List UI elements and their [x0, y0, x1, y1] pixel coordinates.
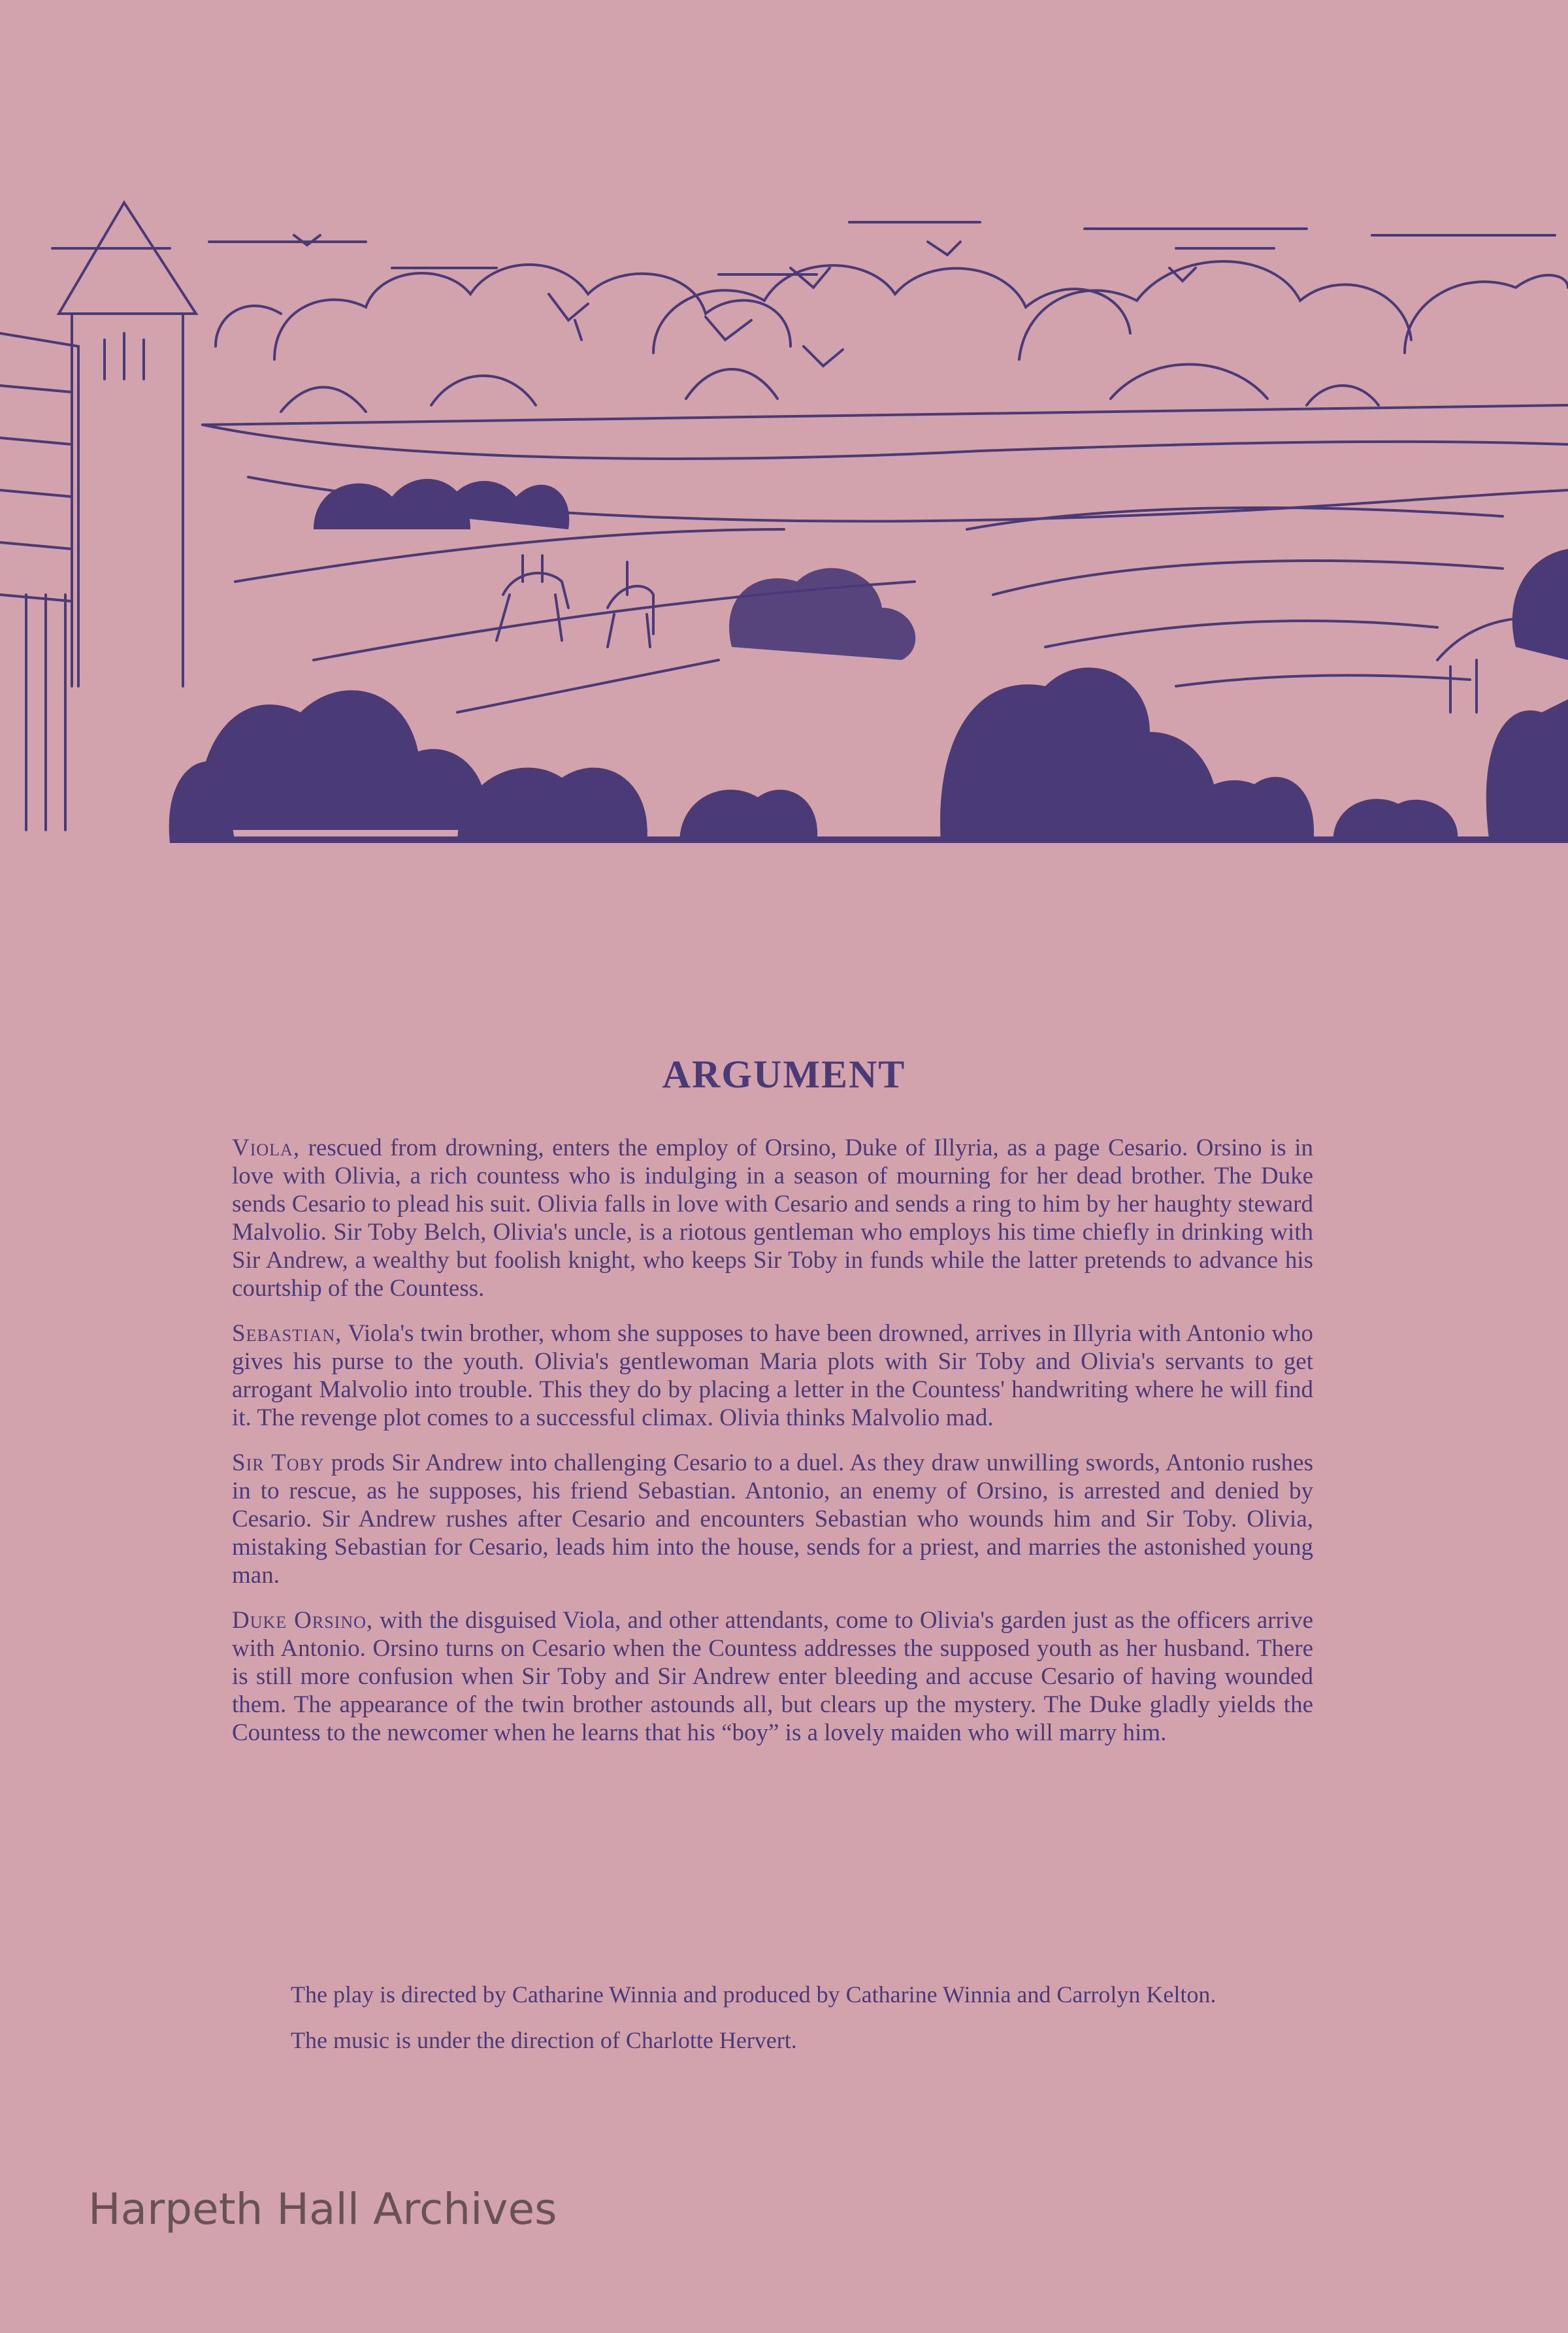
paragraph-lead: Viola, [232, 1134, 301, 1161]
paragraph-lead: Sir Toby [232, 1449, 325, 1476]
argument-paragraph-4 [232, 1606, 1313, 1747]
credit-music: The music is under the direction of Charlotte Hervert. [291, 2027, 797, 2053]
credit-direction: The play is directed by Catharine Winnia and produced by Catharine Winnia and Carrolyn Kelton. [291, 1981, 1217, 2008]
paragraph-lead: Duke Orsino, [232, 1607, 374, 1634]
argument-paragraph-1 [232, 1134, 1313, 1302]
paragraph-body: rescued from drowning, enters the employ of Orsino, Duke of Illyria, as a page Cesario. Orsino is in love with Olivia, a rich countess who is indulging in a season of mourning for her dead brother. The Duke sends Cesario to plead his suit. Olivia falls in love with Cesario and sends a ring to him by her haughty steward Malvolio. Sir Toby Belch, Olivia's uncle, is a riotous gentleman who employs his time chiefly in drinking with Sir Andrew, a wealthy but foolish knight, who keeps Sir Toby in funds while the latter pretends to advance his courtship of the Countess. [232, 1134, 1313, 1302]
paragraph-lead: Sebastian, [232, 1320, 342, 1347]
landscape-drawing [0, 190, 1568, 863]
landscape-illustration [0, 190, 1568, 863]
credits [232, 1980, 1303, 2072]
argument-title: ARGUMENT [662, 1053, 906, 1096]
argument-paragraph-2 [232, 1319, 1313, 1432]
argument-text [232, 1134, 1313, 1764]
archive-watermark: Harpeth Hall Archives [88, 2184, 557, 2234]
argument-paragraph-3 [232, 1449, 1313, 1589]
paragraph-body: with the disguised Viola, and other attendants, come to Olivia's garden just as the officers arrive with Antonio. Orsino turns on Cesario when the Countess addresses the supposed youth as her husband. There is still more confusion when Sir Toby and Sir Andrew enter bleeding and accuse Cesario of having wounded them. The appearance of the twin brother astounds all, but clears up the mystery. The Duke gladly yields the Countess to the newcomer when he learns that his “boy” is a lovely maiden who will marry him. [232, 1607, 1313, 1746]
paragraph-body: prods Sir Andrew into challenging Cesario to a duel. As they draw unwilling swords, Antonio rushes in to rescue, as he supposes, his friend Sebastian. Antonio, an enemy of Orsino, is arrested and denied by Cesario. Sir Andrew rushes after Cesario and encounters Sebastian who wounds him and Sir Toby. Olivia, mistaking Sebastian for Cesario, leads him into the house, sends for a priest, and marries the astonished young man. [232, 1449, 1314, 1589]
paragraph-body: Viola's twin brother, whom she supposes to have been drowned, arrives in Illyria with Antonio who gives his purse to the youth. Olivia's gentlewoman Maria plots with Sir Toby and Olivia's servants to get arrogant Malvolio into trouble. This they do by placing a letter in the Countess' handwriting where he will find it. The revenge plot comes to a successful climax. Olivia thinks Malvolio mad. [232, 1320, 1313, 1431]
